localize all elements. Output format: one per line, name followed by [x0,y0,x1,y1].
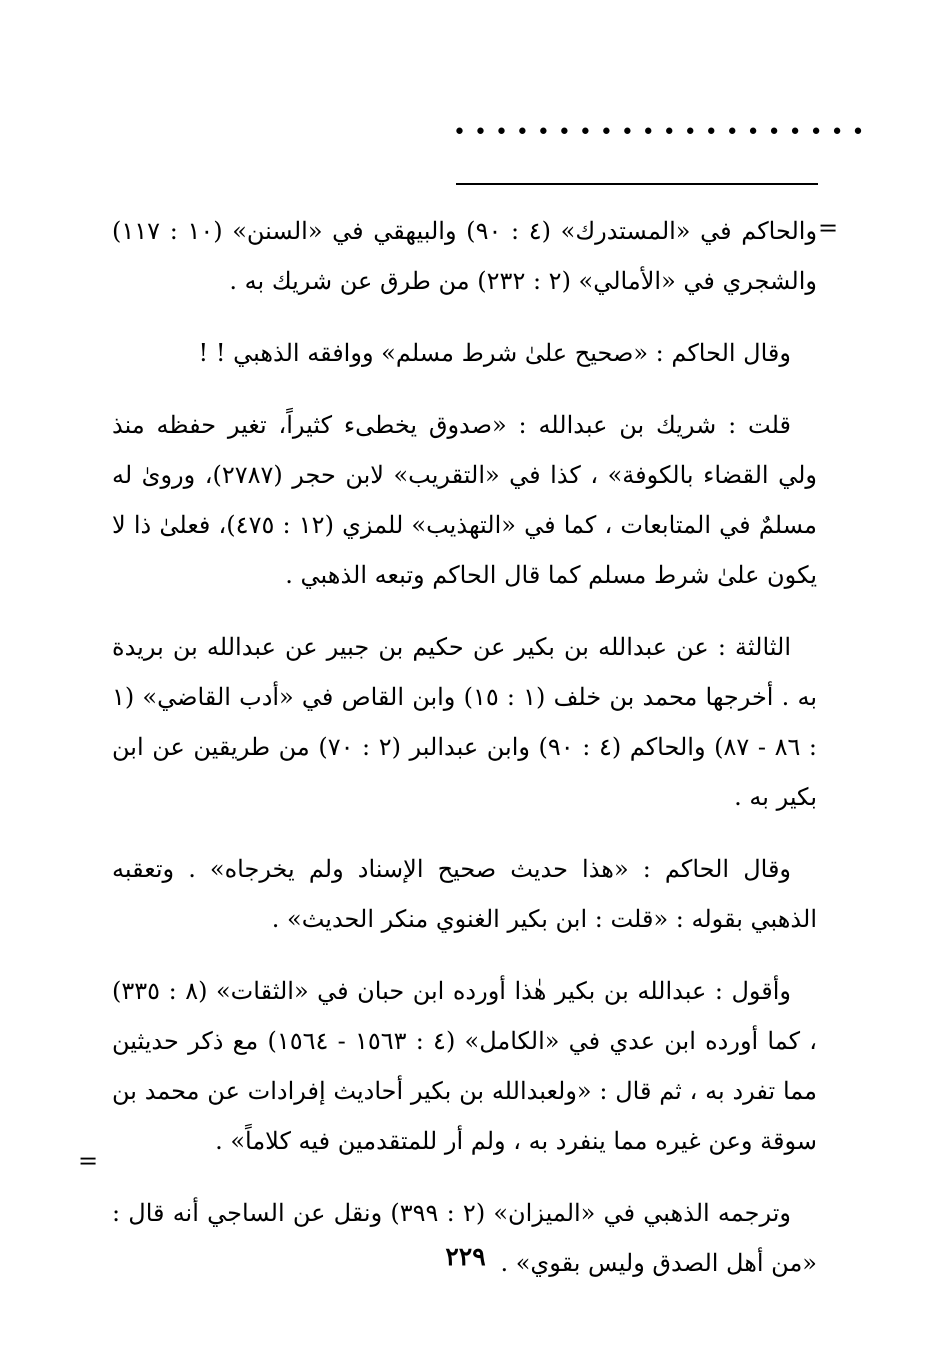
continuation-mark-bottom: = [78,1147,99,1175]
paragraph-1: والحاكم في «المستدرك» (٤ : ٩٠) والبيهقي في «السنن» (١٠ : ١١٧) والشجري في «الأمالي» (٢ : ٢٣٢) من طرق عن شريك به . [112,217,818,295]
paragraph-4: الثالثة : عن عبدالله بن بكير عن حكيم بن جبير عن عبدالله بن بريدة به . أخرجها محمد بن خلف (١ : ١٥) وابن القاص في «أدب القاضي» (١ : ٨٦ - ٨٧) والحاكم (٤ : ٩٠) وابن عبدالبر (٢ : ٧٠) من طريقين عن ابن بكير به . [112,633,818,811]
paragraph-6: وأقول : عبدالله بن بكير هٰذا أورده ابن حبان في «الثقات» (٨ : ٣٣٥) ، كما أورده ابن عدي في «الكامل» (٤ : ١٥٦٣ - ١٥٦٤) مع ذكر حديثين مما تفرد به ، ثم قال : «ولعبدالله بن بكير أحاديث إفرادات عن محمد بن سوقة وعن غيره مما ينفرد به ، ولم أر للمتقدمين فيه كلاماً» . [112,977,817,1155]
paragraph-5: وقال الحاكم : «هذا حديث صحيح الإسناد ولم يخرجاه» . وتعقبه الذهبي بقوله : «قلت : ابن بكير الغنوي منكر الحديث» . [112,855,817,933]
continuation-mark-top: = [818,214,839,242]
page-number: ٢٢٩ [445,1242,486,1271]
paragraph-2: وقال الحاكم : «صحيح علىٰ شرط مسلم» ووافقه الذهبي ! ! [198,339,791,367]
paragraph-7: وترجمه الذهبي في «الميزان» (٢ : ٣٩٩) ونقل عن الساجي أنه قال : «من أهل الصدق وليس بقوي» . [112,1199,817,1277]
footnote-text-block [112,206,817,1310]
header-dot-leader: •••••••••••••••••••• [453,120,873,145]
footnote-separator-rule [456,183,818,185]
paragraph-3: قلت : شريك بن عبدالله : «صدوق يخطىء كثيراً، تغير حفظه منذ ولي القضاء بالكوفة» ، كذا في «التقريب» لابن حجر (٢٧٨٧)، وروىٰ له مسلمٌ في المتابعات ، كما في «التهذيب» للمزي (١٢ : ٤٧٥)، فعلىٰ ذا لا يكون علىٰ شرط مسلم كما قال الحاكم وتبعه الذهبي . [112,411,818,589]
